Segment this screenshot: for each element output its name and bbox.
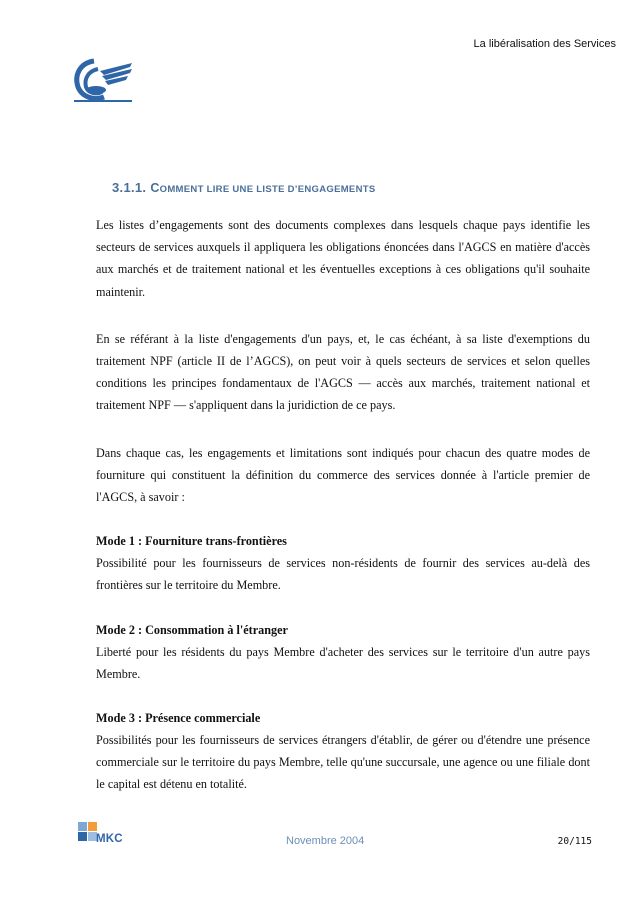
logo-icon [72, 57, 134, 103]
logo-square-icon [78, 822, 87, 831]
mode-title: Mode 2 : Consommation à l'étranger [96, 622, 288, 637]
organization-logo [72, 57, 134, 103]
mode-description: Possibilités pour les fournisseurs de services étrangers d'établir, de gérer ou d'étendre une présence commerciale sur le territoire du pays Membre, telle qu'une succursale, une agence ou une filiale dont le capital est détenu en totalité. [96, 733, 590, 792]
footer-brand: MKC [96, 833, 123, 845]
mode-title: Mode 1 : Fourniture trans-frontières [96, 534, 287, 549]
mode-title: Mode 3 : Présence commerciale [96, 711, 261, 726]
paragraph: Dans chaque cas, les engagements et limitations sont indiqués pour chacun des quatre modes de fourniture qui constituent la définition du commerce des services donnée à l'article premier de l'AGCS, à savoir : [96, 445, 590, 505]
header-title: La libéralisation des Services [473, 38, 616, 50]
paragraph: En se référant à la liste d'engagements d'un pays, et, le cas échéant, à sa liste d'exemptions du traitement NPF (article II de l’AGCS), on peut voir à quels secteurs de services et selon quelles conditions les principes fondamentaux de l'AGCS — accès aux marchés, traitement national et traitement NPF — s'appliquent dans la juridiction de ce pays. [96, 331, 590, 413]
footer-date: Novembre 2004 [286, 835, 365, 847]
section-heading [112, 180, 375, 195]
page-number: 20/115 [557, 836, 592, 847]
section-title-initial: C [150, 181, 160, 195]
paragraph: Les listes d’engagements sont des documents complexes dans lesquels chaque pays identifie les secteurs de services auxquels il appliquera les obligations énoncées dans l'AGCS en matière d'accès aux marchés et de traitement national et les éventuelles exceptions à ces obligations qu'il souhaite maintenir. [96, 218, 590, 299]
logo-square-icon [88, 822, 97, 831]
logo-square-icon [78, 832, 87, 841]
document-body [96, 214, 590, 821]
mode-description: Liberté pour les résidents du pays Membre d'acheter des services sur le territoire d'un autre pays Membre. [96, 644, 590, 681]
section-number: 3.1.1. [112, 180, 147, 195]
mode-description: Possibilité pour les fournisseurs de services non-résidents de fournir des services au-delà des frontières sur le territoire du Membre. [96, 556, 590, 593]
section-title: OMMENT LIRE UNE LISTE D’ENGAGEMENTS [159, 184, 376, 195]
